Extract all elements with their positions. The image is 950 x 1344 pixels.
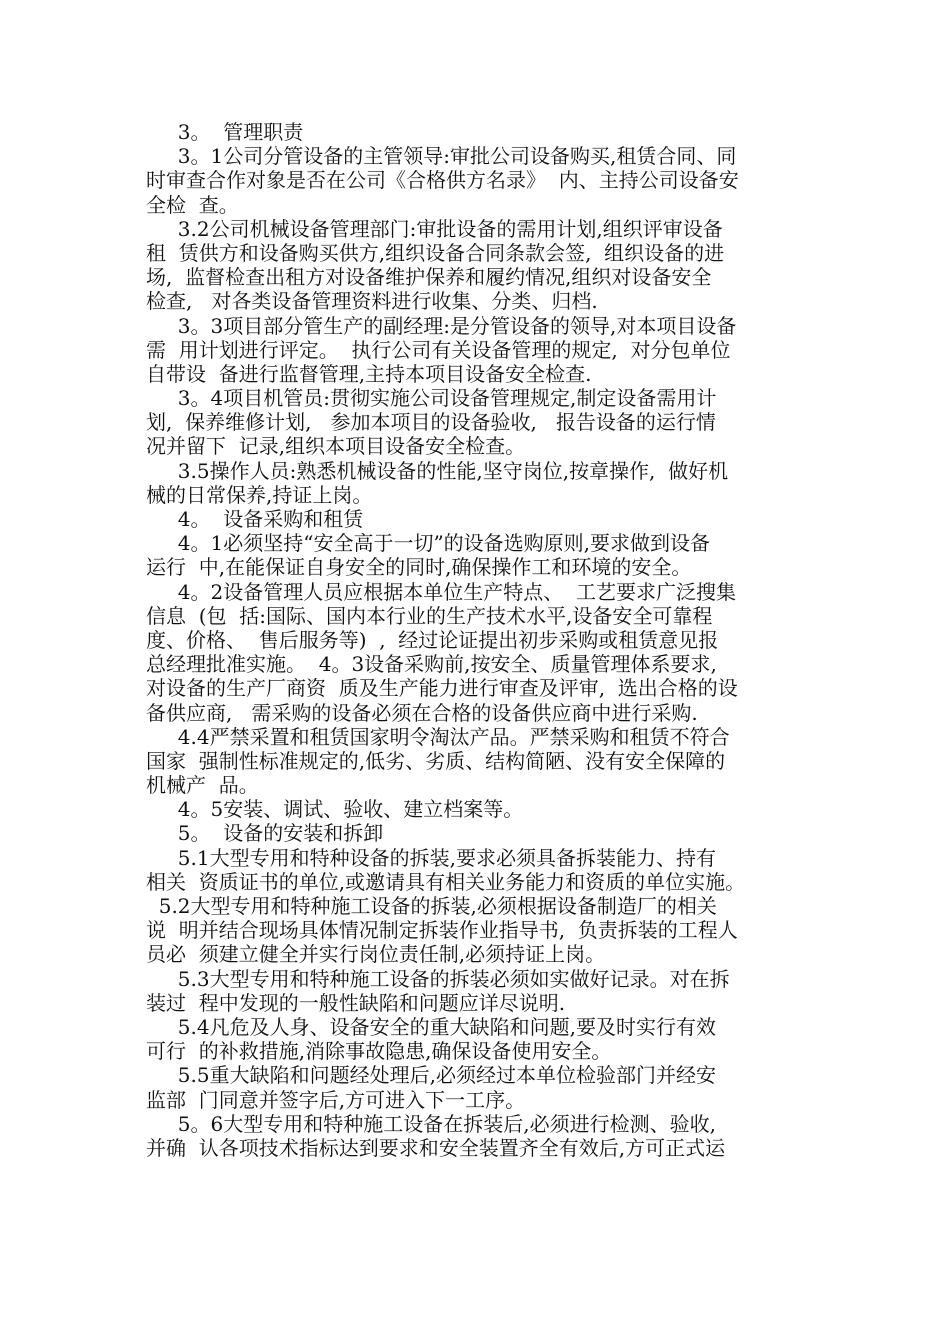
text-line: 5.3大型专用和特种施工设备的拆装必须如实做好记录。对在拆 [146, 966, 730, 991]
text-line: 3。1公司分管设备的主管领导:审批公司设备购买,租赁合同、同 [146, 144, 737, 169]
text-line: 4。2设备管理人员应根据本单位生产特点、 工艺要求广泛搜集 [146, 579, 736, 604]
text-line: 4。5安装、调试、验收、建立档案等。 [146, 797, 524, 822]
text-line: 时审查合作对象是否在公司《合格供方名录》 内、主持公司设备安 [146, 168, 739, 193]
text-line: 4。 设备采购和租赁 [146, 507, 364, 531]
text-line: 5.2大型专用和特种施工设备的拆装,必须根据设备制造厂的相关 [146, 894, 717, 918]
text-line: 3.5操作人员:熟悉机械设备的性能,坚守岗位,按章操作, 做好机 [146, 458, 729, 483]
text-line: 租 赁供方和设备购买供方,组织设备合同条款会签, 组织设备的进 [146, 240, 725, 265]
text-line: 械的日常保养,持证上岗。 [146, 482, 373, 507]
text-line: 3。4项目机管员:贯彻实施公司设备管理规定,制定设备需用计 [146, 386, 717, 411]
text-line: 需 用计划进行评定。 执行公司有关设备管理的规定, 对分包单位 [146, 337, 731, 362]
text-line: 对设备的生产厂商资 质及生产能力进行审查及评审, 选出合格的设 [146, 676, 738, 701]
text-line: 说 明并结合现场具体情况制定拆装作业指导书, 负责拆装的工程人 [146, 918, 738, 943]
text-line: 3.2公司机械设备管理部门:审批设备的需用计划,组织评审设备 [146, 216, 723, 241]
text-line: 4。1必须坚持“安全高于一切”的设备选购原则,要求做到设备 [146, 531, 711, 556]
text-line: 员必 须建立健全并实行岗位责任制,必须持证上岗。 [146, 942, 606, 967]
text-line: 检查, 对各类设备管理资料进行收集、分类、归档. [146, 289, 598, 314]
text-line: 并确 认各项技术指标达到要求和安全装置齐全有效后,方可正式运 [146, 1135, 726, 1160]
text-line: 国家 强制性标准规定的,低劣、劣质、结构简陋、没有安全保障的 [146, 748, 726, 773]
text-line: 相关 资质证书的单位,或邀请具有相关业务能力和资质的单位实施。 [146, 869, 746, 894]
text-line: 划, 保养维修计划, 参加本项目的设备验收, 报告设备的运行情 [146, 410, 716, 435]
document-body [146, 120, 806, 1160]
text-line: 5。 设备的安装和拆卸 [146, 821, 384, 846]
text-line: 度、价格、 售后服务等) , 经过论证提出初步采购或租赁意见报 [146, 627, 719, 652]
text-line: 4.4严禁采置和租赁国家明令淘汰产品。严禁采购和租赁不符合 [146, 724, 730, 749]
text-line: 场, 监督检查出租方对设备维护保养和履约情况,组织对设备安全 [146, 265, 712, 290]
text-line: 运行 中,在能保证自身安全的同时,确保操作工和环境的安全。 [146, 555, 692, 580]
text-line: 5.1大型专用和特种设备的拆装,要求必须具备拆装能力、持有 [146, 845, 716, 870]
text-line: 自带设 备进行监督管理,主持本项目设备安全检查. [146, 361, 592, 386]
text-line: 3。3项目部分管生产的副经理:是分管设备的领导,对本项目设备 [146, 313, 737, 338]
text-line: 信息 (包 括:国际、国内本行业的生产技术水平,设备安全可靠程 [146, 603, 713, 628]
text-line: 况并留下 记录,组织本项目设备安全检查。 [146, 434, 526, 459]
text-line: 5.4凡危及人身、设备安全的重大缺陷和问题,要及时实行有效 [146, 1014, 716, 1039]
text-line: 可行 的补救措施,消除事故隐患,确保设备使用安全。 [146, 1039, 612, 1064]
text-line: 总经理批准实施。 4。3设备采购前,按安全、质量管理体系要求, [146, 652, 717, 677]
text-line: 监部 门同意并签字后,方可进入下一工序。 [146, 1087, 526, 1112]
text-line: 装过 程中发现的一般性缺陷和问题应详尽说明. [146, 990, 566, 1015]
text-line: 机械产 品。 [146, 773, 259, 798]
text-line: 5。6大型专用和特种施工设备在拆装后,必须进行检测、验收, [146, 1111, 716, 1136]
text-line: 备供应商, 需采购的设备必须在合格的设备供应商中进行采购. [146, 700, 698, 725]
text-line: 3。 管理职责 [146, 120, 304, 144]
text-line: 5.5重大缺陷和问题经处理后,必须经过本单位检验部门并经安 [146, 1063, 716, 1088]
text-line: 全检 查。 [146, 192, 239, 217]
